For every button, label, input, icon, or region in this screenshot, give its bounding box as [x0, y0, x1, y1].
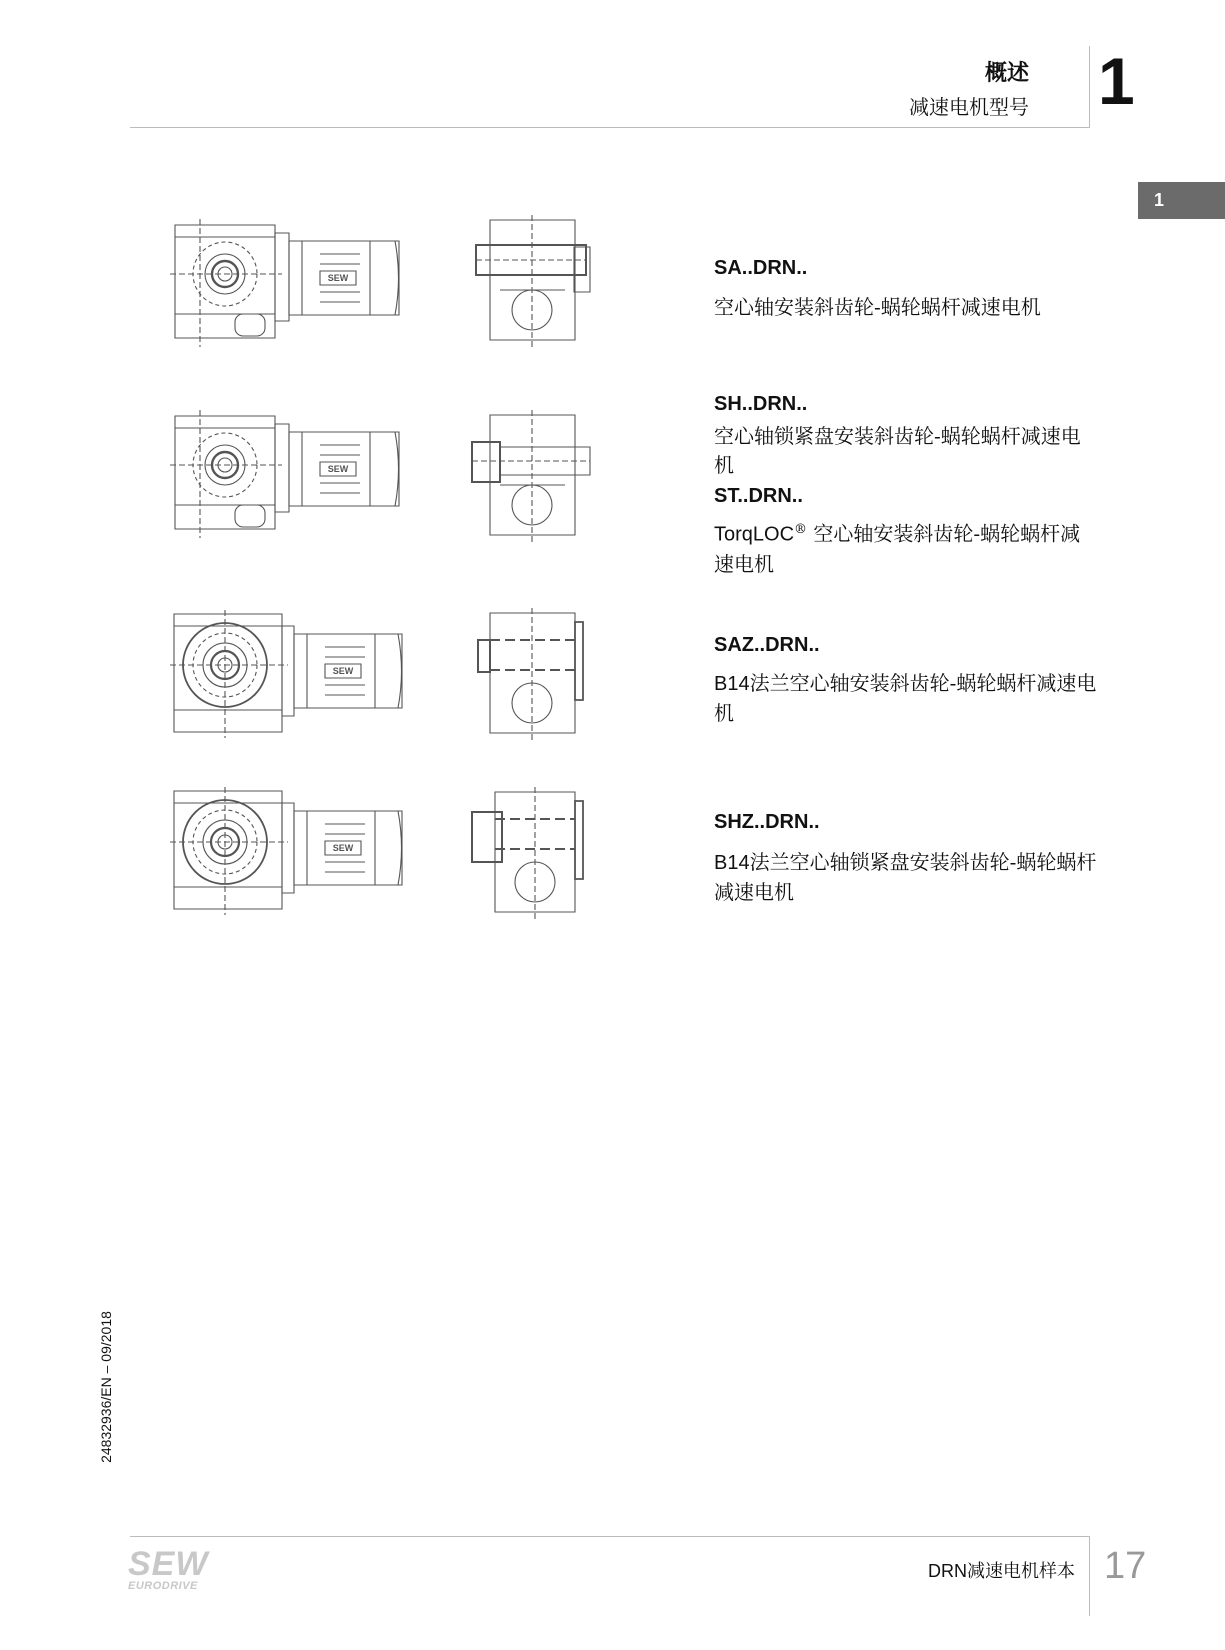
page-number: 17 — [1104, 1545, 1147, 1587]
section-subtitle: 减速电机型号 — [909, 95, 1029, 119]
product-description — [714, 669, 1099, 728]
motor-badge: SEW — [332, 666, 354, 676]
chapter-number: 1 — [1098, 44, 1135, 118]
footer-divider — [1089, 1536, 1090, 1616]
motor-badge: SEW — [327, 273, 349, 283]
product-description-text: 法兰空心轴锁紧盘安装斜齿轮-蜗轮蜗杆减速电机 — [714, 850, 1097, 904]
gearmotor-front-view-drawing — [470, 215, 595, 350]
product-code: SH..DRN.. — [714, 393, 808, 415]
product-code: SA..DRN.. — [714, 257, 808, 279]
flange-gearmotor-side-view-drawing — [170, 610, 410, 740]
product-code: SHZ..DRN.. — [714, 811, 820, 833]
catalog-title: DRN减速电机样本 — [928, 1561, 1075, 1582]
footer-rule — [130, 1536, 1090, 1537]
motor-badge: SEW — [332, 843, 354, 853]
product-description: 空心轴锁紧盘安装斜齿轮-蜗轮蜗杆减速电机 — [714, 424, 1081, 477]
gearmotor-front-view-drawing — [470, 410, 595, 545]
logo-sub: EURODRIVE — [128, 1580, 198, 1592]
product-description-text: 法兰空心轴安装斜齿轮-蜗轮蜗杆减速电机 — [714, 671, 1097, 725]
logo-main: SEW — [128, 1545, 209, 1583]
flange-gearmotor-side-view-drawing — [170, 787, 410, 917]
flange-prefix: B14 — [714, 852, 750, 874]
header-rule — [130, 127, 1090, 128]
registered-mark: ® — [794, 522, 808, 537]
product-code: ST..DRN.. — [714, 485, 803, 507]
product-code: SAZ..DRN.. — [714, 634, 820, 656]
flange-gearmotor-front-view-drawing — [470, 787, 595, 922]
section-title: 概述 — [984, 61, 1029, 86]
product-description — [714, 848, 1099, 907]
sew-eurodrive-logo — [128, 1545, 209, 1592]
product-description-text: 空心轴安装斜齿轮-蜗轮蜗杆减速电机 — [714, 521, 1081, 576]
brand-name: TorqLOC — [714, 523, 795, 546]
chapter-tab[interactable]: 1 — [1138, 182, 1225, 219]
product-description — [714, 515, 1099, 579]
product-description: 空心轴安装斜齿轮-蜗轮蜗杆减速电机 — [714, 295, 1041, 319]
header-divider — [1089, 46, 1090, 128]
flange-gearmotor-front-view-drawing — [470, 608, 595, 743]
document-id: 24832936/EN – 09/2018 — [98, 1311, 114, 1463]
flange-prefix: B14 — [714, 673, 750, 695]
gearmotor-side-view-drawing — [170, 410, 410, 540]
motor-badge: SEW — [327, 464, 349, 474]
gearmotor-side-view-drawing — [170, 219, 410, 349]
